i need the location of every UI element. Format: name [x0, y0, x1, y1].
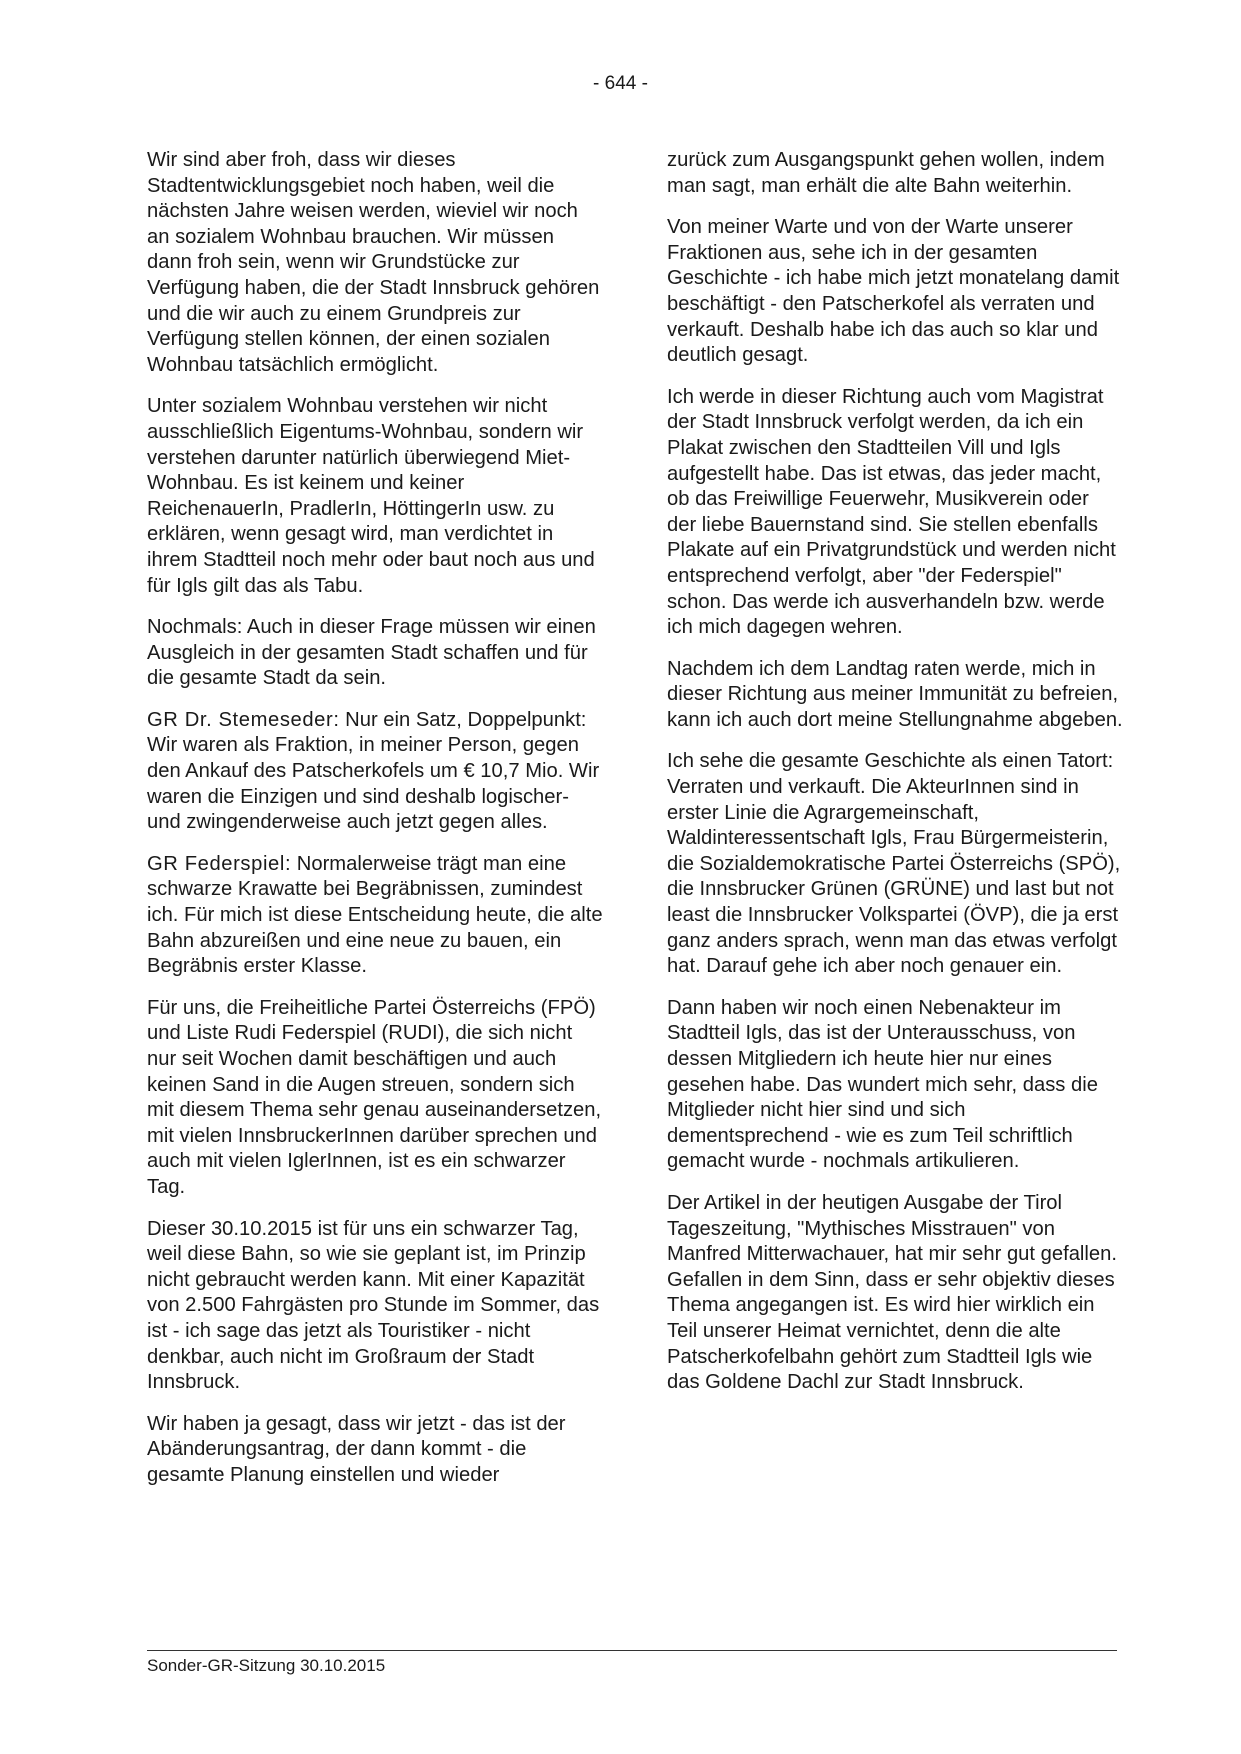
paragraph: Ich werde in dieser Richtung auch vom Magistrat der Stadt Innsbruck verfolgt werden, da ich ein Plakat zwischen den Stadtteilen Vill und Igls aufgestellt habe. Das ist etwas, das jeder macht, ob das Freiwillige Feuerwehr, Musikverein oder der liebe Bauernstand sind. Sie stellen ebenfalls Plakate auf ein Privatgrundstück und werden nicht entsprechend verfolgt, aber "der Federspiel" schon. Das werde ich ausverhandeln bzw. werde ich mich dagegen wehren.: [667, 385, 1116, 639]
speaker-name: GR Federspiel:: [147, 852, 292, 875]
page-number: - 644 -: [593, 73, 648, 94]
paragraph: Nachdem ich dem Landtag raten werde, mich in dieser Richtung aus meiner Immunität zu befreien, kann ich auch dort meine Stellungnahme abgeben.: [667, 657, 1123, 731]
paragraph: Dieser 30.10.2015 ist für uns ein schwarzer Tag, weil diese Bahn, so wie sie geplant ist, im Prinzip nicht gebraucht werden kann. Mit einer Kapazität von 2.500 Fahrgästen pro Stunde im Sommer, das ist - ich sage das jetzt als Touristiker - nicht denkbar, auch nicht im Großraum der Stadt Innsbruck.: [147, 1217, 600, 1394]
paragraph: Ich sehe die gesamte Geschichte als einen Tatort: Verraten und verkauft. Die AkteurInnen sind in erster Linie die Agrargemeinschaft, Waldinteressentschaft Igls, Frau Bürgermeisterin, die Sozialdemokratische Partei Österreichs (SPÖ), die Innsbrucker Grünen (GRÜNE) und last but not least die Innsbrucker Volkspartei (ÖVP), die ja erst ganz anders sprach, wenn man das etwas verfolgt hat. Darauf gehe ich aber noch genauer ein.: [667, 750, 1121, 978]
paragraph: Der Artikel in der heutigen Ausgabe der Tirol Tageszeitung, "Mythisches Misstrauen" von Manfred Mitterwachauer, hat mir sehr gut gefallen. Gefallen in dem Sinn, dass er sehr objektiv dieses Thema angegangen ist. Es wird hier wirklich ein Teil unserer Heimat vernichtet, denn die alte Patscherkofelbahn gehört zum Stadtteil Igls wie das Goldene Dachl zur Stadt Innsbruck.: [667, 1191, 1117, 1394]
paragraph: Nochmals: Auch in dieser Frage müssen wir einen Ausgleich in der gesamten Stadt schaffen und für die gesamte Stadt da sein.: [147, 616, 596, 690]
paragraph: zurück zum Ausgangspunkt gehen wollen, indem man sagt, man erhält die alte Bahn weiterhin.: [667, 149, 1105, 197]
left-column: [147, 148, 603, 1505]
speaker-paragraph: [147, 708, 603, 836]
paragraph: Wir haben ja gesagt, dass wir jetzt - das ist der Abänderungsantrag, der dann kommt - die gesamte Planung einstellen und wieder: [147, 1412, 566, 1486]
speech-text: Normalerweise trägt man eine schwarze Krawatte bei Begräbnissen, zumindest ich. Für mich ist diese Entscheidung heute, die alte Bahn abzureißen und eine neue zu bauen, ein Begräbnis erster Klasse.: [147, 852, 603, 978]
paragraph: Dann haben wir noch einen Nebenakteur im Stadtteil Igls, das ist der Unterausschuss, von dessen Mitgliedern ich heute hier nur eines gesehen habe. Das wundert mich sehr, dass die Mitglieder nicht hier sind und sich dementsprechend - wie es zum Teil schriftlich gemacht wurde - nochmals artikulieren.: [667, 996, 1098, 1173]
speaker-paragraph: [147, 852, 603, 980]
right-column: [667, 148, 1123, 1412]
paragraph: Von meiner Warte und von der Warte unserer Fraktionen aus, sehe ich in der gesamten Geschichte - ich habe mich jetzt monatelang damit beschäftigt - den Patscherkofel als verraten und verkauft. Deshalb habe ich das auch so klar und deutlich gesagt.: [667, 216, 1120, 367]
footer-text: Sonder-GR-Sitzung 30.10.2015: [147, 1656, 386, 1675]
paragraph: Wir sind aber froh, dass wir dieses Stadtentwicklungsgebiet noch haben, weil die nächsten Jahre weisen werden, wieviel wir noch an sozialem Wohnbau brauchen. Wir müssen dann froh sein, wenn wir Grundstücke zur Verfügung haben, die der Stadt Innsbruck gehören und die wir auch zu einem Grundpreis zur Verfügung stellen können, der einen sozialen Wohnbau tatsächlich ermöglicht.: [147, 149, 600, 376]
paragraph: Für uns, die Freiheitliche Partei Österreichs (FPÖ) und Liste Rudi Federspiel (RUDI), die sich nicht nur seit Wochen damit beschäftigen und auch keinen Sand in die Augen streuen, sondern sich mit diesem Thema sehr genau auseinandersetzen, mit vielen InnsbruckerInnen darüber sprechen und auch mit vielen IglerInnen, ist es ein schwarzer Tag.: [147, 996, 602, 1198]
speech-text: Nur ein Satz, Doppelpunkt: Wir waren als Fraktion, in meiner Person, gegen den Ankauf des Patscherkofels um € 10,7 Mio. Wir waren die Einzigen und sind deshalb logischer- und zwingenderweise auch jetzt gegen alles.: [147, 708, 600, 834]
speaker-name: GR Dr. Stemeseder:: [147, 708, 340, 731]
footer-divider: [147, 1650, 1117, 1651]
paragraph: Unter sozialem Wohnbau verstehen wir nicht ausschließlich Eigentums-Wohnbau, sondern wir verstehen darunter natürlich überwiegend Miet-Wohnbau. Es ist keinem und keiner ReichenauerIn, PradlerIn, HöttingerIn usw. zu erklären, wenn gesagt wird, man verdichtet in ihrem Stadtteil noch mehr oder baut noch aus und für Igls gilt das als Tabu.: [147, 395, 595, 597]
